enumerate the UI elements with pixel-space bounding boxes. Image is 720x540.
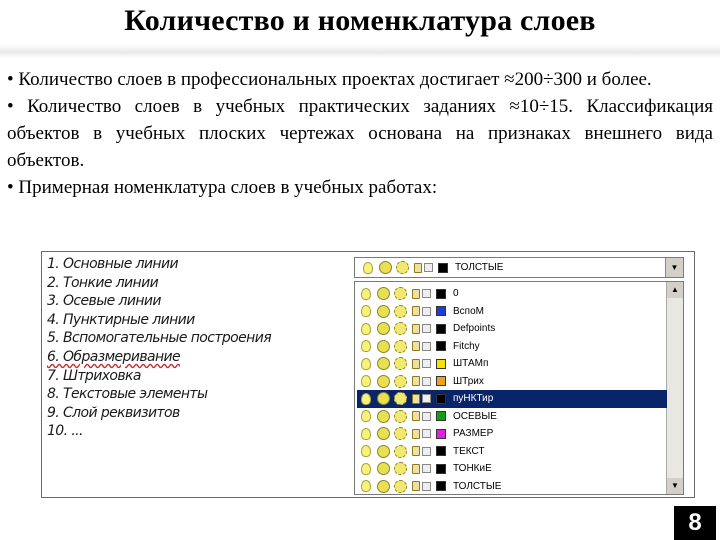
layer-color-swatch (436, 481, 446, 491)
layer-color-swatch (436, 411, 446, 421)
layer-row[interactable] (357, 303, 667, 321)
plot-icon[interactable] (422, 447, 431, 456)
scroll-up-icon[interactable]: ▲ (667, 282, 683, 298)
list-item: 5. Вспомогательные построения (47, 330, 272, 347)
layer-name: ТОЛСТЫЕ (455, 262, 504, 274)
padlock-icon[interactable] (412, 394, 420, 404)
sun-dashed-icon[interactable] (394, 287, 407, 300)
scrollbar[interactable] (666, 282, 683, 494)
sun-icon[interactable] (377, 392, 390, 405)
layer-name: РАЗМЕР (453, 428, 494, 440)
sun-icon[interactable] (377, 427, 390, 440)
sun-dashed-icon[interactable] (394, 480, 407, 493)
layer-row[interactable] (357, 338, 667, 356)
sun-icon[interactable] (377, 322, 390, 335)
sun-icon[interactable] (377, 357, 390, 370)
layer-row[interactable] (357, 425, 667, 443)
sun-dashed-icon[interactable] (394, 375, 407, 388)
layer-color-swatch (436, 394, 446, 404)
layer-color-swatch (436, 429, 446, 439)
layer-name: ВспоМ (453, 305, 484, 317)
layer-name: пуНКТир (453, 393, 494, 405)
padlock-icon[interactable] (412, 429, 420, 439)
plot-icon[interactable] (422, 377, 431, 386)
lightbulb-icon[interactable] (361, 375, 371, 387)
sun-icon[interactable] (377, 480, 390, 493)
plot-icon[interactable] (422, 394, 431, 403)
layer-combo[interactable] (354, 257, 684, 278)
layer-color-swatch (436, 359, 446, 369)
list-item: 4. Пунктирные линии (47, 311, 195, 328)
list-item: 1. Основные линии (47, 256, 178, 272)
lightbulb-icon[interactable] (361, 480, 371, 492)
layer-name: ОСЕВЫЕ (453, 410, 497, 422)
sun-dashed-icon[interactable] (394, 340, 407, 353)
list-item: 9. Слой реквизитов (47, 404, 180, 421)
lightbulb-icon[interactable] (361, 393, 371, 405)
list-item: 7. Штриховка (47, 367, 141, 384)
sun-icon[interactable] (377, 287, 390, 300)
sun-icon[interactable] (377, 445, 390, 458)
layer-name: Fitchy (453, 340, 480, 352)
paragraph-3: • Примерная номенклатура слоев в учебных работах: (7, 177, 438, 198)
lightbulb-icon[interactable] (361, 305, 371, 317)
plot-icon[interactable] (422, 342, 431, 351)
sun-dashed-icon (396, 261, 409, 274)
lightbulb-icon[interactable] (361, 323, 371, 335)
padlock-icon[interactable] (412, 481, 420, 491)
lightbulb-icon[interactable] (361, 358, 371, 370)
sun-dashed-icon[interactable] (394, 322, 407, 335)
list-item: 3. Осевые линии (47, 293, 161, 310)
sun-dashed-icon[interactable] (394, 357, 407, 370)
padlock-icon[interactable] (412, 306, 420, 316)
sun-icon[interactable] (377, 375, 390, 388)
sun-icon (379, 261, 392, 274)
sun-icon[interactable] (377, 305, 390, 318)
layer-row[interactable] (357, 390, 667, 408)
plot-icon[interactable] (422, 359, 431, 368)
layer-dropdown-list[interactable] (354, 281, 684, 495)
padlock-icon[interactable] (412, 411, 420, 421)
slide-title: Количество и номенклатура слоев (124, 4, 596, 37)
layer-name: ШТАМп (453, 358, 489, 370)
plot-icon[interactable] (422, 324, 431, 333)
layer-name: ТОНКиЕ (453, 463, 492, 475)
layer-row[interactable] (357, 478, 667, 496)
layer-color-swatch (436, 306, 446, 316)
sun-dashed-icon[interactable] (394, 445, 407, 458)
layer-color-swatch (436, 376, 446, 386)
layer-name: ШТрих (453, 375, 484, 387)
lightbulb-icon[interactable] (361, 340, 371, 352)
layer-color-swatch (436, 464, 446, 474)
layer-row[interactable] (357, 355, 667, 373)
padlock-icon[interactable] (412, 446, 420, 456)
plot-icon[interactable] (422, 289, 431, 298)
page-number: 8 (674, 506, 716, 540)
sun-dashed-icon[interactable] (394, 427, 407, 440)
list-item: 8. Текстовые элементы (47, 386, 208, 403)
layer-row[interactable] (357, 460, 667, 478)
layer-color-swatch (436, 289, 446, 299)
plot-icon[interactable] (422, 307, 431, 316)
lightbulb-icon (363, 262, 373, 274)
plot-icon (424, 263, 433, 272)
lightbulb-icon[interactable] (361, 445, 371, 457)
layer-color-swatch (436, 341, 446, 351)
layer-row[interactable] (357, 373, 667, 391)
lightbulb-icon[interactable] (361, 428, 371, 440)
padlock-icon[interactable] (412, 376, 420, 386)
layer-color-swatch (438, 263, 448, 273)
sun-dashed-icon[interactable] (394, 305, 407, 318)
sun-icon[interactable] (377, 410, 390, 423)
padlock-icon[interactable] (412, 324, 420, 334)
list-item: 6. Образмеривание (47, 348, 181, 365)
layer-row[interactable] (357, 320, 667, 338)
lightbulb-icon[interactable] (361, 288, 371, 300)
layer-row[interactable] (357, 285, 667, 303)
padlock-icon (414, 263, 422, 273)
list-item: 2. Тонкие линии (47, 274, 159, 291)
padlock-icon[interactable] (412, 341, 420, 351)
layer-color-swatch (436, 324, 446, 334)
chevron-down-icon[interactable]: ▼ (665, 258, 683, 277)
list-item: 10. ... (47, 423, 83, 440)
paragraph-1: • Количество слоев в профессиональных проектах достигает ≈200÷300 и более. (7, 69, 652, 90)
sun-dashed-icon[interactable] (394, 410, 407, 423)
sun-icon[interactable] (377, 462, 390, 475)
layer-name: Defpoints (453, 323, 496, 335)
padlock-icon[interactable] (412, 359, 420, 369)
nomenclature-list (47, 255, 337, 441)
title-underline (0, 44, 720, 58)
plot-icon[interactable] (422, 412, 431, 421)
lightbulb-icon[interactable] (361, 410, 371, 422)
layer-name: 0 (453, 288, 459, 300)
plot-icon[interactable] (422, 464, 431, 473)
layer-name: ТЕКСТ (453, 445, 485, 457)
slide-body (7, 66, 713, 201)
plot-icon[interactable] (422, 482, 431, 491)
padlock-icon[interactable] (412, 464, 420, 474)
plot-icon[interactable] (422, 429, 431, 438)
sun-dashed-icon[interactable] (394, 392, 407, 405)
layer-row[interactable] (357, 408, 667, 426)
layer-color-swatch (436, 446, 446, 456)
padlock-icon[interactable] (412, 289, 420, 299)
lightbulb-icon[interactable] (361, 463, 371, 475)
combo-current-layer (359, 259, 669, 277)
layer-row[interactable] (357, 443, 667, 461)
sun-dashed-icon[interactable] (394, 462, 407, 475)
layer-name: ТОЛСТЫЕ (453, 480, 502, 492)
scroll-down-icon[interactable]: ▼ (667, 478, 683, 494)
paragraph-2: • Количество слоев в учебных практических заданиях ≈10÷15. Классификация объектов в учебных плоских чертежах основана на признаках внешнего вида объектов. (7, 96, 713, 171)
sun-icon[interactable] (377, 340, 390, 353)
